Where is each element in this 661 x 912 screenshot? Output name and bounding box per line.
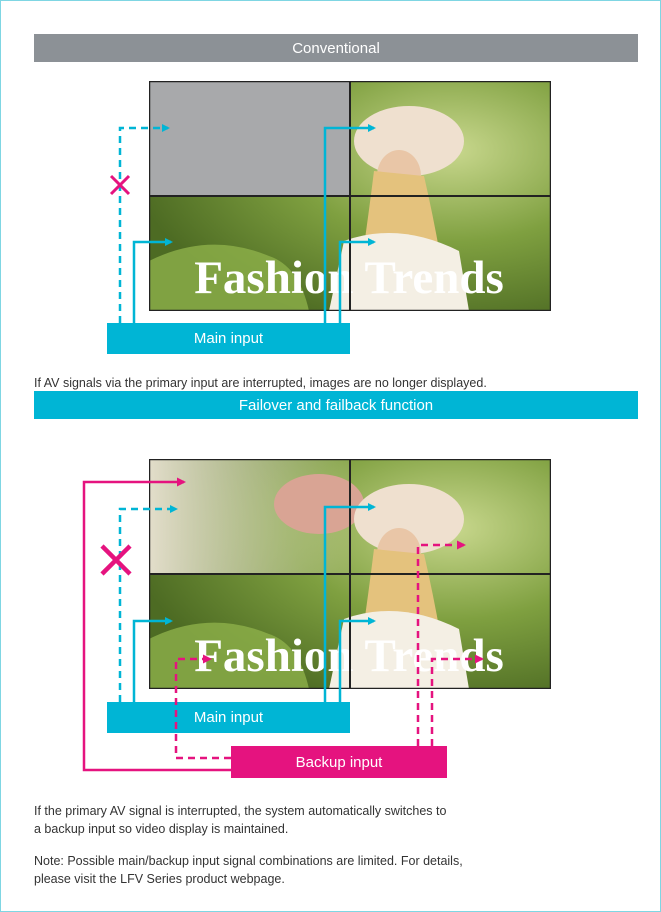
main-input-box: Main input [107,323,350,354]
note-line1: Note: Possible main/backup input signal combinations are limited. For details, [34,854,463,868]
note [34,852,463,888]
fashion-trends-text: Fashion Trends [194,252,504,304]
failed-signal-line [120,509,176,702]
signal-line-bottom-right [340,621,374,702]
backup-standby-line-bottom-left [176,659,231,758]
failover-caption [34,802,446,838]
conventional-title: Conventional [34,34,638,62]
backup-standby-line-top-right [418,545,464,746]
signal-line-bottom-left [134,621,171,702]
backup-signal-line-top-left [84,482,231,770]
fashion-trends-text: Fashion Trends [194,630,504,682]
failure-x-icon [102,546,130,574]
signal-line-top-right [325,507,374,702]
note-line2: please visit the LFV Series product webpage. [34,872,285,886]
failover-caption-line1: If the primary AV signal is interrupted, the system automatically switches to [34,804,447,818]
main-input-box: Main input [107,702,350,733]
backup-input-box: Backup input [231,746,447,778]
conventional-caption: If AV signals via the primary input are interrupted, images are no longer displayed. [34,376,487,390]
backup-standby-line-bottom-right [432,659,482,746]
failover-title: Failover and failback function [34,391,638,419]
failover-caption-line2: a backup input so video display is maintained. [34,822,289,836]
